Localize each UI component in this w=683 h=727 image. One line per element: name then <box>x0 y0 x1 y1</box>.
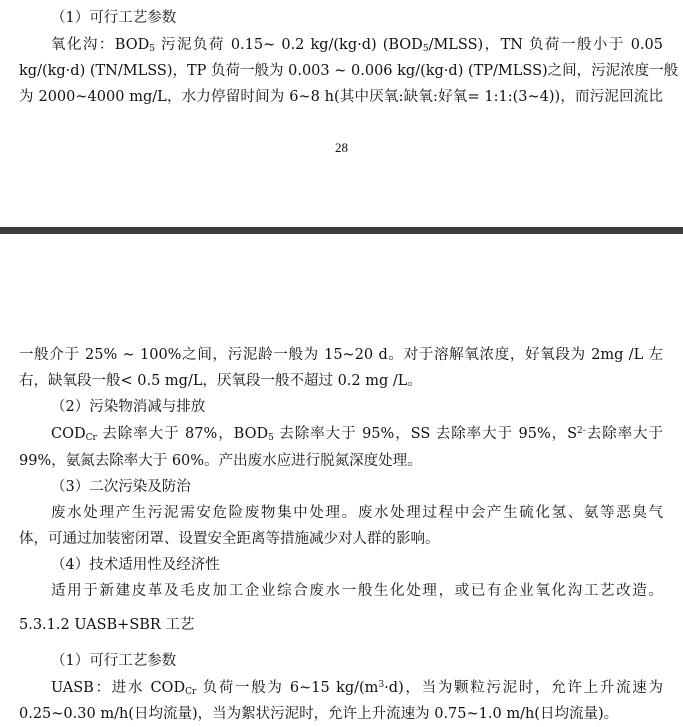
continuation-line-2: 右，缺氧段一般< 0.5 mg/L，厌氧段一般不超过 0.2 mg /L。 <box>19 373 422 389</box>
secondary-pollution-line-1: 废水处理产生污泥需安危险废物集中处理。废水处理过程中会产生硫化氢、氨等恶臭气 <box>51 505 663 521</box>
page-number: 28 <box>335 140 348 155</box>
oxidation-ditch-line-3: 为 2000~4000 mg/L，水力停留时间为 6~8 h(其中厌氧:缺氧:好氧= 1:1:(3~4))，而污泥回流比 <box>19 89 663 105</box>
applicability-line-1: 适用于新建皮革及毛皮加工企业综合废水一般生化处理，或已有企业氧化沟工艺改造。 <box>51 583 663 599</box>
heading-secondary-pollution: （3）二次污染及防治 <box>51 479 191 495</box>
pollutant-removal-line-1: $COD_{Cr}$ 去除率大于 87%，$BOD_5$ 去除率大于 95%，SS 去除率大于 95%，$S^{2-}$去除率大于 <box>51 426 663 443</box>
oxidation-ditch-line-1: 氧化沟：$BOD_5$ 污泥负荷 0.15~ 0.2 kg/(kg·d) $(BOD_5/MLSS)$，TN 负荷一般小于 0.05 <box>51 37 663 54</box>
section-title-uasb-sbr: 5.3.1.2 UASB+SBR 工艺 <box>19 617 195 633</box>
oxidation-ditch-line-2: kg/(kg·d) (TN/MLSS)，TP 负荷一般为 0.003 ~ 0.006 kg/(kg·d) (TP/MLSS)之间，污泥浓度一般 <box>19 63 679 79</box>
pollutant-removal-line-2: 99%，氨氮去除率大于 60%。产出废水应进行脱氮深度处理。 <box>19 453 422 469</box>
page-break-divider <box>0 227 683 234</box>
secondary-pollution-line-2: 体，可通过加装密闭罩、设置安全距离等措施减少对人群的影响。 <box>19 531 440 547</box>
heading-applicability: （4）技术适用性及经济性 <box>51 557 220 573</box>
heading-pollutant-reduction: （2）污染物消减与排放 <box>51 399 206 415</box>
continuation-line-1: 一般介于 25% ~ 100%之间，污泥龄一般为 15~20 d。对于溶解氧浓度，好氧段为 2mg /L 左 <box>19 347 663 363</box>
heading-process-parameters: （1）可行工艺参数 <box>51 10 177 26</box>
uasb-line-1: UASB：进水 $COD_{Cr}$ 负荷一般为 6~15 $kg/(m^3\cdot d)$，当为颗粒污泥时，允许上升流速为 <box>51 680 663 697</box>
heading-process-parameters-2: （1）可行工艺参数 <box>51 653 177 669</box>
uasb-line-2: 0.25~0.30 m/h(日均流量)，当为絮状污泥时，允许上升流速为 0.75~1.0 m/h(日均流量)。 <box>19 706 619 722</box>
